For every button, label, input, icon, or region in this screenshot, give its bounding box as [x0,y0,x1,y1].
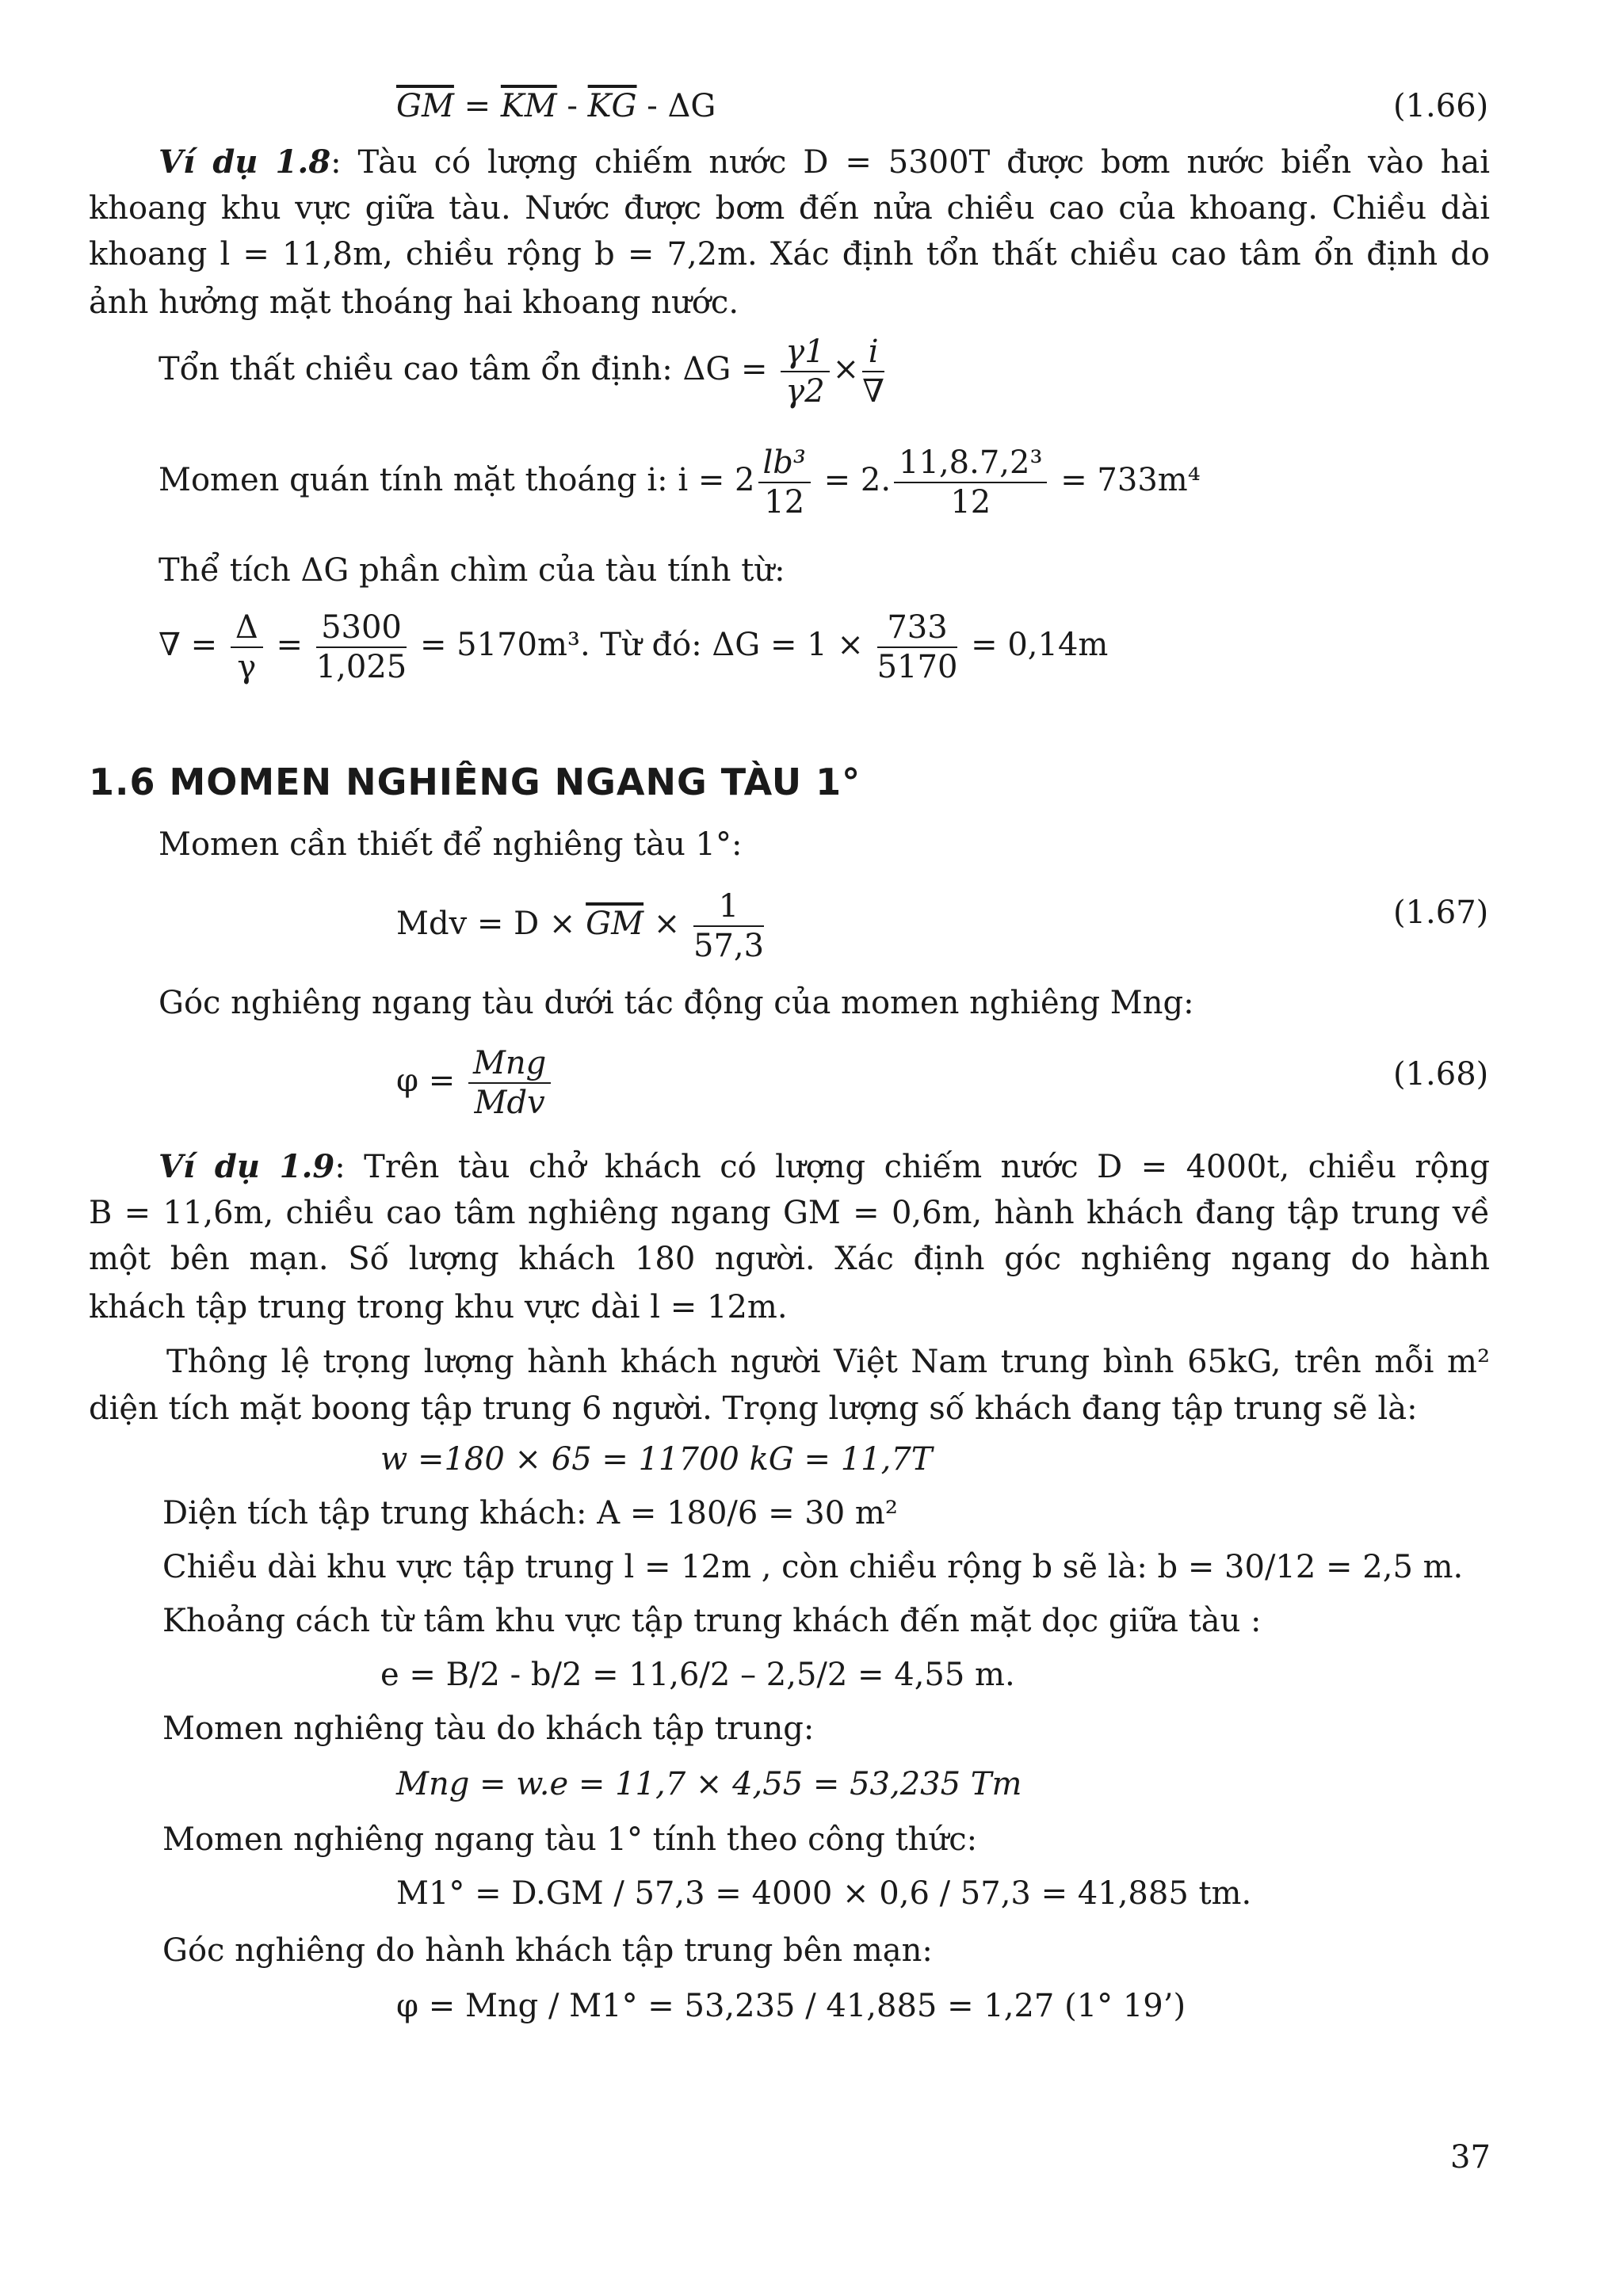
required-moment-text: Momen cần thiết để nghiêng tàu 1°: [158,826,743,863]
weight-paragraph-line-2: diện tích mặt boong tập trung 6 người. Trọng lượng số khách đang tập trung sẽ là: [89,1390,1418,1427]
equation-1-67 [396,887,767,965]
mng-over-mdv [468,1044,551,1122]
delta-gamma-fraction [231,608,263,686]
example-1-9-line-2: B = 11,6m, chiều cao tâm nghiêng ngang GM = 0,6m, hành khách đang tập trung về [89,1195,1490,1231]
heel-angle-text: Góc nghiêng ngang tàu dưới tác động của momen nghiêng Mng: [158,985,1194,1021]
heeling-moment-text: Momen nghiêng tàu do khách tập trung: [162,1711,815,1747]
stability-loss-formula [158,333,888,410]
page-number: 37 [1450,2139,1491,2176]
numerator: 11,8.7,2³ [894,444,1047,483]
formula-label: Tổn thất chiều cao tâm ổn định: ΔG = [158,351,778,387]
result-text: = 5170m³. Từ đó: ΔG = 1 × [410,627,874,663]
example-1-9-line-4: khách tập trung trong khu vực dài l = 12m. [89,1289,788,1325]
denominator: γ2 [785,373,825,410]
heeling-moment-formula: Mng = w.e = 11,7 × 4,55 = 53,235 Tm [396,1766,1022,1802]
example-1-8-line-1 [158,139,1490,185]
minus: - [556,88,588,124]
denominator: 12 [764,484,805,521]
equation-number-1-68: (1.68) [1393,1056,1489,1093]
example-text: : Trên tàu chở khách có lượng chiếm nước D = 4000t, chiều rộng [334,1149,1490,1185]
length-text: Chiều dài khu vực tập trung l = 12m , còn chiều rộng b sẽ là: b = 30/12 = 2,5 m. [162,1549,1464,1585]
gamma-fraction [781,333,829,410]
example-1-9-line-3: một bên mạn. Số lượng khách 180 người. Xác định góc nghiêng ngang do hành [89,1241,1490,1277]
numerator: Mng [468,1044,551,1084]
moment-1-degree-text: Momen nghiêng ngang tàu 1° tính theo công thức: [162,1821,978,1858]
denominator: 1,025 [315,649,407,685]
denominator: 12 [950,484,991,521]
equation-1-66 [396,86,716,127]
weight-paragraph-line-1: Thông lệ trọng lượng hành khách người Việt Nam trung bình 65kG, trên mỗi m² [166,1344,1490,1380]
equation-number-1-66: (1.66) [1393,88,1489,124]
denominator: γ [237,649,257,685]
gm-term: $\overline{GM}$ [586,906,644,942]
denominator: Mdv [474,1085,545,1121]
numerator: γ1 [781,333,829,372]
numerator: i [862,333,884,372]
denominator: ∇ [862,373,885,410]
numerator: 5300 [316,608,407,648]
times: × [832,351,860,387]
moment-of-inertia-formula [158,444,1201,521]
lb3-fraction [758,444,811,521]
area-text: Diện tích tập trung khách: A = 180/6 = 30 m² [162,1495,898,1531]
nabla-equals: ∇ = [158,627,227,663]
example-label: Ví dụ 1.9 [158,1148,335,1185]
equation-1-68 [396,1044,554,1122]
moment-1-degree-formula: M1° = D.GM / 57,3 = 4000 × 0,6 / 57,3 = 41,885 tm. [396,1875,1252,1912]
i-fraction [862,333,884,410]
result: = 0,14m [960,627,1109,663]
equation-number-1-67: (1.67) [1393,894,1489,931]
denominator: 5170 [876,649,958,685]
kg-term: $\overline{KG}$ [587,88,637,124]
example-1-8-line-2: khoang khu vực giữa tàu. Nước được bơm đến nửa chiều cao của khoang. Chiều dài [89,190,1490,227]
phi-equals: φ = [396,1062,465,1099]
numeric-fraction [894,444,1047,521]
example-1-8-line-4: ảnh hưởng mặt thoáng hai khoang nước. [89,284,739,321]
example-label: Ví dụ 1.8 [158,143,331,181]
weight-formula: w =180 × 65 = 11700 kG = 11,7T [380,1441,933,1478]
equals: = 2. [813,462,892,498]
example-1-8-line-3: khoang l = 11,8m, chiều rộng b = 7,2m. Xác định tổn thất chiều cao tâm ổn định do [89,236,1490,273]
times: × [643,906,690,942]
e-formula: e = B/2 - b/2 = 11,6/2 – 2,5/2 = 4,55 m. [380,1657,1015,1693]
volume-formula [158,608,1108,686]
numerator: Δ [231,608,263,648]
numerator: lb³ [758,444,811,483]
example-1-9-line-1 [158,1144,1490,1190]
heel-angle-result-text: Góc nghiêng do hành khách tập trung bên mạn: [162,1932,933,1969]
mdv-term: Mdv = D × [396,906,586,942]
one-over-57-3 [693,887,764,965]
gm-term: $\overline{GM}$ [396,88,454,124]
delta-g-fraction [877,608,958,686]
displacement-fraction [316,608,407,686]
equals: = [265,627,313,663]
numerator: 1 [693,887,764,927]
volume-text: Thể tích ΔG phần chìm của tàu tính từ: [158,552,785,589]
numerator: 733 [877,608,958,648]
formula-label: Momen quán tính mặt thoáng i: i = 2 [158,462,755,498]
delta-g-term: - ΔG [636,88,716,124]
section-heading: 1.6 MOMEN NGHIÊNG NGANG TÀU 1° [89,761,861,803]
km-term: $\overline{KM}$ [500,88,557,124]
heel-angle-formula: φ = Mng / M1° = 53,235 / 41,885 = 1,27 (1° 19’) [396,1988,1186,2024]
distance-text: Khoảng cách từ tâm khu vực tập trung khách đến mặt dọc giữa tàu : [162,1603,1262,1639]
result: = 733m⁴ [1050,462,1201,498]
denominator: 57,3 [693,928,765,964]
equals: = [453,88,501,124]
example-text: : Tàu có lượng chiếm nước D = 5300T được bơm nước biển vào hai [330,144,1490,181]
